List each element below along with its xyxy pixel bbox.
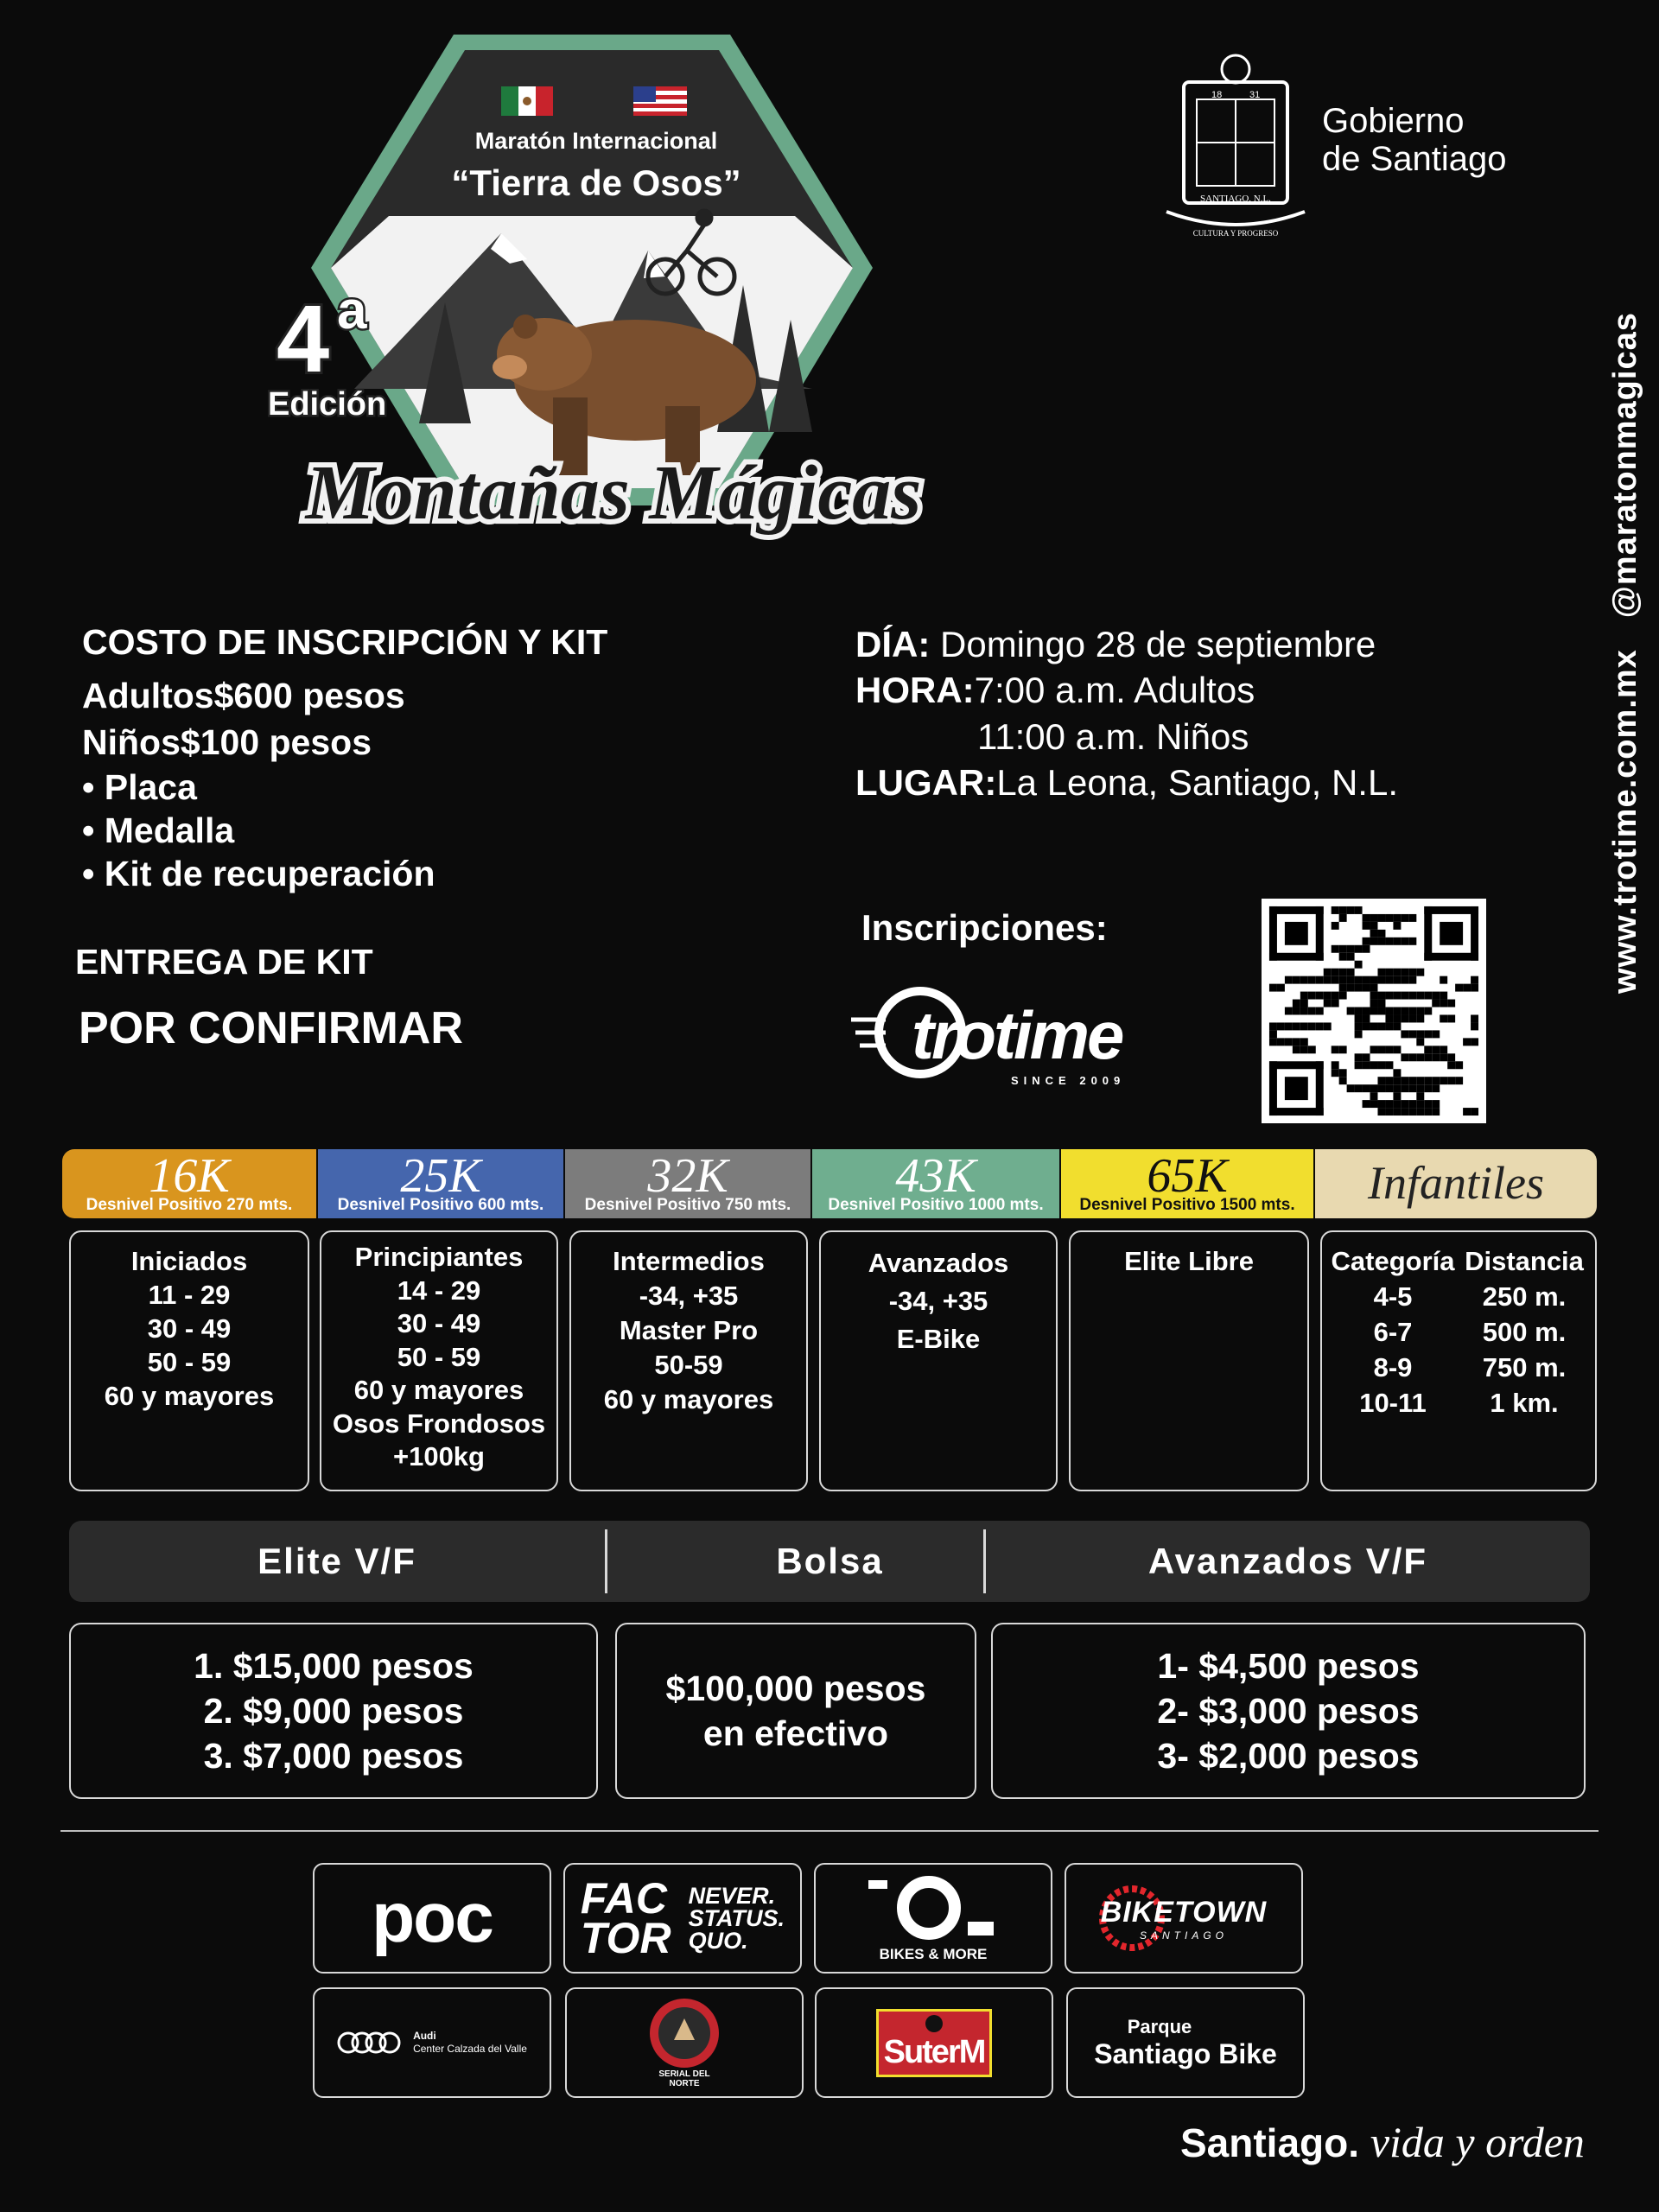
sponsor-factor[interactable]: FAC TOR NEVER. STATUS. QUO. <box>563 1863 802 1974</box>
mexico-flag-icon <box>501 86 553 116</box>
sponsor-suterm[interactable]: SuterM <box>815 1987 1053 2098</box>
trotime-logo[interactable] <box>851 968 1162 1097</box>
include-item: • Placa <box>82 767 197 807</box>
svg-text:Edición: Edición <box>268 386 387 423</box>
sponsor-biketown[interactable]: BIKETOWN SANTIAGO <box>1065 1863 1303 1974</box>
sponsor-serial-del-norte[interactable]: SERIAL DEL NORTE <box>565 1987 804 2098</box>
event-day: DÍA: Domingo 28 de septiembre <box>855 624 1376 664</box>
event-place: LUGAR:La Leona, Santiago, N.L. <box>855 762 1398 803</box>
logo-name: “Tierra de Osos” <box>451 162 741 203</box>
kit-heading: ENTREGA DE KIT <box>75 942 373 982</box>
kids-price: Niños$100 pesos <box>82 722 372 762</box>
registration-heading: COSTO DE INSCRIPCIÓN Y KIT <box>82 622 608 662</box>
prize-header <box>69 1521 1590 1602</box>
distance-32k: 32K Desnivel Positivo 750 mts. <box>565 1149 812 1218</box>
qr-code[interactable] <box>1262 899 1486 1123</box>
svg-text:trotime: trotime <box>912 997 1122 1073</box>
prize-box-avanzados: 1- $4,500 pesos 2- $3,000 pesos 3- $2,000 pesos <box>991 1623 1586 1799</box>
usa-flag-icon <box>633 86 687 116</box>
o-logo-icon <box>868 1873 998 1942</box>
website-link[interactable]: www.trotime.com.mx <box>1607 649 1643 994</box>
include-item: • Kit de recuperación <box>82 854 435 893</box>
deer-badge-icon <box>648 1997 721 2069</box>
side-contact-text <box>1607 281 1644 994</box>
divider <box>60 1830 1599 1832</box>
event-logo <box>251 26 968 562</box>
include-item: • Medalla <box>82 810 235 850</box>
prize-header-elite: Elite V/F <box>257 1541 416 1581</box>
category-box-elite: Elite Libre <box>1069 1230 1309 1491</box>
social-handle[interactable]: @maratonmagicas <box>1607 312 1643 619</box>
category-box-intermedios: Intermedios -34, +35 Master Pro 50-59 60 y mayores <box>569 1230 808 1491</box>
sponsor-parque-santiago-bike[interactable]: Parque Santiago Bike <box>1066 1987 1305 2098</box>
svg-text:a: a <box>337 281 367 340</box>
category-box-avanzados: Avanzados -34, +35 E-Bike <box>819 1230 1058 1491</box>
svg-text:31: 31 <box>1249 90 1261 100</box>
sponsor-poc[interactable]: poc <box>313 1863 551 1974</box>
logo-subtitle: Maratón Internacional <box>474 128 718 154</box>
kit-status: POR CONFIRMAR <box>79 1003 463 1053</box>
svg-text:SINCE 2009: SINCE 2009 <box>1011 1074 1126 1087</box>
distance-16k: 16K Desnivel Positivo 270 mts. <box>62 1149 318 1218</box>
distance-strip <box>62 1149 1597 1218</box>
government-seal-icon <box>1158 48 1309 246</box>
svg-text:SANTIAGO, N.L.: SANTIAGO, N.L. <box>1200 194 1271 204</box>
prize-box-elite: 1. $15,000 pesos 2. $9,000 pesos 3. $7,000 pesos <box>69 1623 598 1799</box>
inscriptions-label: Inscripciones: <box>861 907 1108 948</box>
distance-43k: 43K Desnivel Positivo 1000 mts. <box>812 1149 1061 1218</box>
suterm-emblem-icon <box>925 2015 943 2032</box>
category-box-iniciados: Iniciados 11 - 29 30 - 49 50 - 59 60 y mayores <box>69 1230 309 1491</box>
tagline: Santiago. vida y orden <box>1180 2118 1585 2166</box>
adult-price: Adultos$600 pesos <box>82 676 405 715</box>
logo-title: Montañas Mágicas <box>305 450 922 536</box>
distance-25k: 25K Desnivel Positivo 600 mts. <box>318 1149 565 1218</box>
sponsor-audi[interactable]: Audi Center Calzada del Valle <box>313 1987 551 2098</box>
category-box-principiantes: Principiantes 14 - 29 30 - 49 50 - 59 60 y mayores Osos Frondosos +100kg <box>320 1230 558 1491</box>
distance-65k: 65K Desnivel Positivo 1500 mts. <box>1061 1149 1315 1218</box>
prize-header-bolsa: Bolsa <box>776 1541 884 1581</box>
category-box-infantiles: Categoría Distancia 4-5 250 m. 6-7 500 m. 8-9 750 m. 10-11 1 km. <box>1320 1230 1597 1491</box>
prize-header-avanzados: Avanzados V/F <box>1147 1541 1428 1581</box>
event-time-kids: 11:00 a.m. Niños <box>977 716 1249 757</box>
sponsor-o-bikes[interactable]: BIKES & MORE <box>814 1863 1052 1974</box>
svg-text:CULTURA Y PROGRESO: CULTURA Y PROGRESO <box>1192 229 1279 238</box>
event-time-adults: HORA:7:00 a.m. Adultos <box>855 670 1255 710</box>
audi-rings-icon <box>337 2031 403 2055</box>
government-name: Gobierno de Santiago <box>1322 102 1507 178</box>
svg-text:4: 4 <box>276 286 330 392</box>
svg-text:18: 18 <box>1211 90 1223 100</box>
distance-infantiles: Infantiles <box>1315 1149 1597 1218</box>
prize-box-bolsa: $100,000 pesos en efectivo <box>615 1623 976 1799</box>
